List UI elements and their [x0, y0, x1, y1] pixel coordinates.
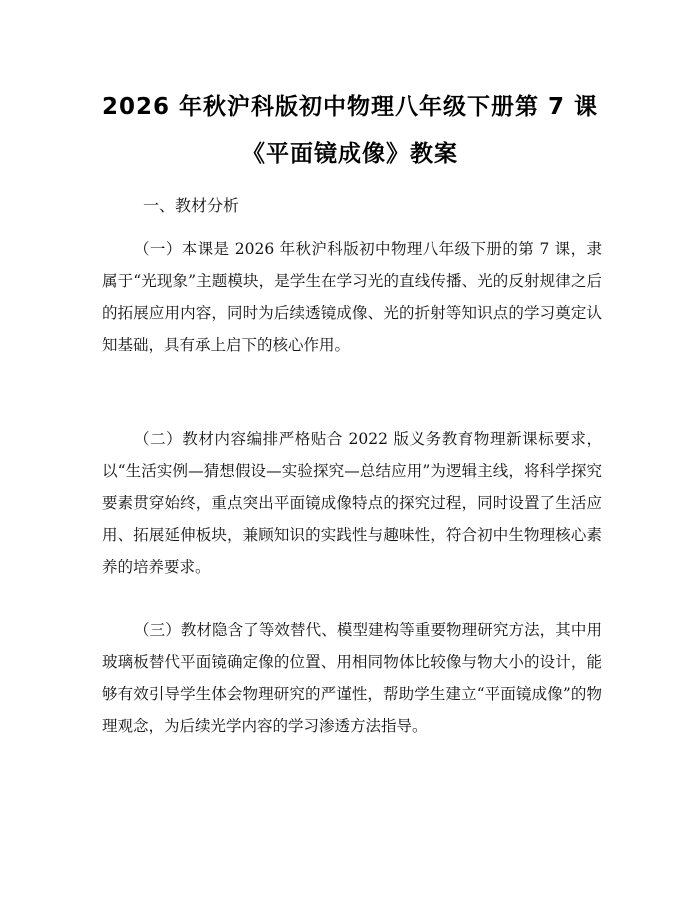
document-title-line-2: 《平面镜成像》教案 [242, 141, 458, 167]
document-title-line-1: 2026 年秋沪科版初中物理八年级下册第 7 课 [101, 94, 599, 120]
paragraph-2: （二）教材内容编排严格贴合 2022 版义务教育物理新课标要求，以“生活实例—猜想假设—实验探究—总结应用”为逻辑主线，将科学探究要素贯穿始终，重点突出平面镜成像特点的探究过程，同时设置了生活应用、拓展延伸板块，兼顾知识的实践性与趣味性，符合初中生物理核心素养的培养要求。 [102, 430, 602, 576]
paragraph-3: （三）教材隐含了等效替代、模型建构等重要物理研究方法，其中用玻璃板替代平面镜确定像的位置、用相同物体比较像与物大小的设计，能够有效引导学生体会物理研究的严谨性，帮助学生建立“平面镜成像”的物理观念，为后续光学内容的学习渗透方法指导。 [102, 621, 602, 735]
paragraph-1: （一）本课是 2026 年秋沪科版初中物理八年级下册的第 7 课，隶属于“光现象”主题模块，是学生在学习光的直线传播、光的反射规律之后的拓展应用内容，同时为后续透镜成像、光的折射等知识点的学习奠定认知基础，具有承上启下的核心作用。 [102, 240, 602, 354]
section-heading: 一、教材分析 [143, 196, 240, 215]
